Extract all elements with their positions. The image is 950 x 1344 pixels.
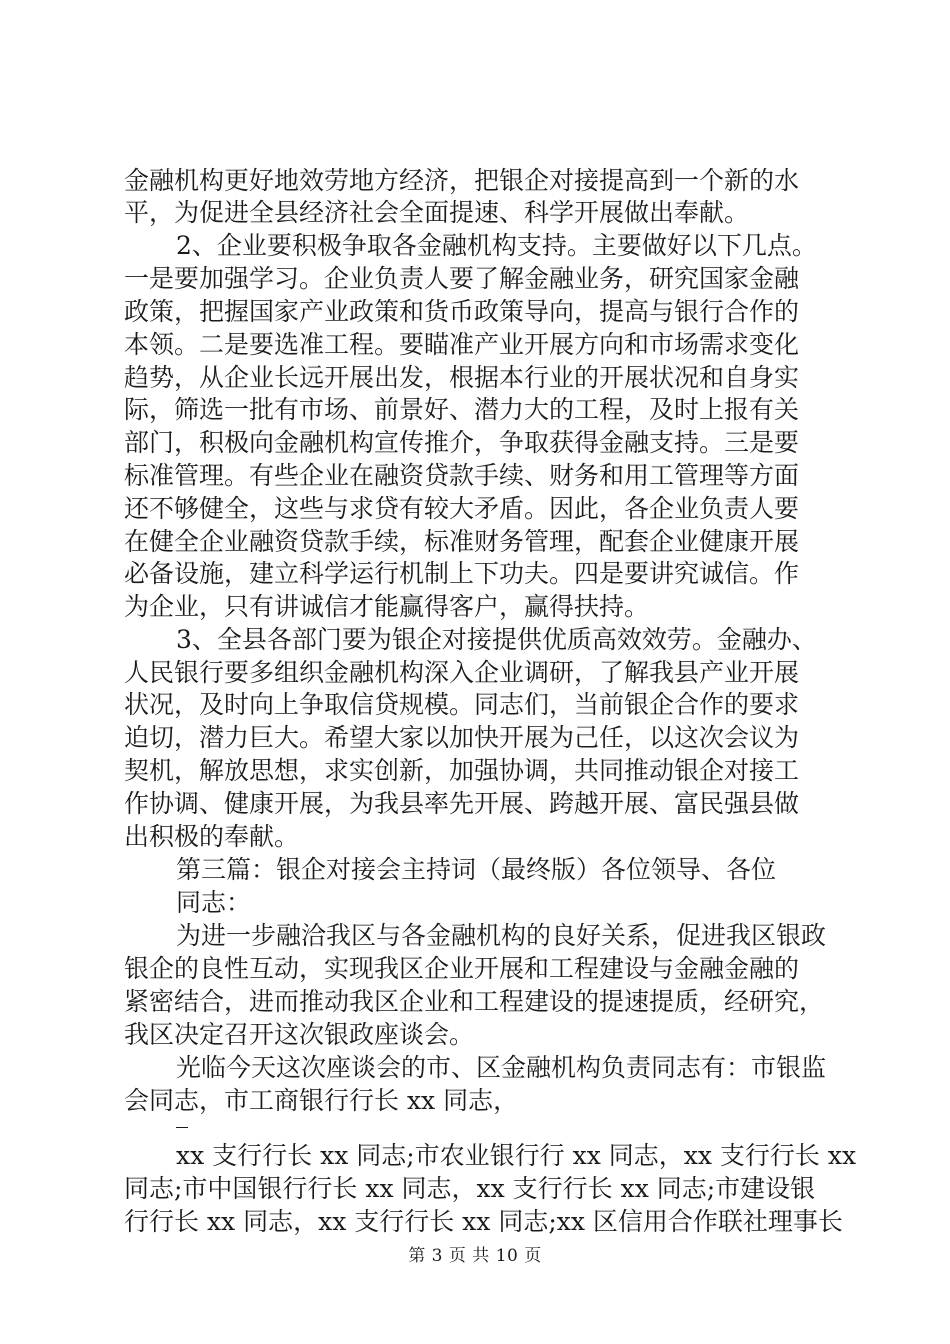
text-line: 状况，及时向上争取信贷规模。同志们，当前银企合作的要求: [124, 690, 800, 719]
page-footer: 第 3 页 共 10 页: [408, 1246, 542, 1266]
salutation: 同志：: [176, 888, 252, 917]
text-line: 必备设施，建立科学运行机制上下功夫。四是要讲究诚信。作: [124, 559, 800, 588]
separator-dash: [176, 1127, 188, 1128]
text-line: 在健全企业融资贷款手续，标准财务管理，配套企业健康开展: [124, 527, 800, 556]
text-line: 光临今天这次座谈会的市、区金融机构负责同志有：市银监: [176, 1053, 827, 1082]
text-line: 部门，积极向金融机构宣传推介，争取获得金融支持。三是要: [124, 428, 800, 457]
text-line: 作协调、健康开展，为我县率先开展、跨越开展、富民强县做: [124, 789, 800, 818]
text-line: 一是要加强学习。企业负责人要了解金融业务，研究国家金融: [124, 264, 800, 293]
text-line: 契机，解放思想，求实创新，加强协调，共同推动银企对接工: [124, 756, 800, 785]
text-line: 平，为促进全县经济社会全面提速、科学开展做出奉献。: [124, 198, 750, 227]
text-line: 为进一步融洽我区与各金融机构的良好关系，促进我区银政: [176, 921, 827, 950]
text-line: 际，筛选一批有市场、前景好、潜力大的工程，及时上报有关: [124, 395, 800, 424]
text-line: 2、企业要积极争取各金融机构支持。主要做好以下几点。: [176, 231, 817, 260]
text-line: 同志;市中国银行行长 xx 同志，xx 支行行长 xx 同志;市建设银: [124, 1174, 816, 1203]
text-line: 我区决定召开这次银政座谈会。: [124, 1020, 475, 1049]
text-line: 3、全县各部门要为银企对接提供优质高效效劳。金融办、: [176, 625, 817, 654]
text-line: 还不够健全，这些与求贷有较大矛盾。因此，各企业负责人要: [124, 494, 800, 523]
text-line: 本领。二是要选准工程。要瞄准产业开展方向和市场需求变化: [124, 330, 800, 359]
text-line: 标准管理。有些企业在融资贷款手续、财务和用工管理等方面: [124, 461, 800, 490]
text-line: 会同志，市工商银行行长 xx 同志，: [124, 1086, 519, 1115]
text-line: 为企业，只有讲诚信才能赢得客户，赢得扶持。: [124, 592, 650, 621]
text-line: 出积极的奉献。: [124, 822, 300, 851]
text-line: 紧密结合，进而推动我区企业和工程建设的提速提质，经研究，: [124, 987, 825, 1016]
text-line: 银企的良性互动，实现我区企业开展和工程建设与金融金融的: [124, 954, 800, 983]
text-line: xx 支行行长 xx 同志;市农业银行行 xx 同志，xx 支行行长 xx: [176, 1141, 857, 1170]
text-line: 政策，把握国家产业政策和货币政策导向，提高与银行合作的: [124, 297, 800, 326]
text-line: 趋势，从企业长远开展出发，根据本行业的开展状况和自身实: [124, 363, 800, 392]
text-line: 人民银行要多组织金融机构深入企业调研，了解我县产业开展: [124, 658, 800, 687]
section-heading: 第三篇：银企对接会主持词（最终版）各位领导、各位: [176, 855, 777, 884]
text-line: 行行长 xx 同志，xx 支行行长 xx 同志;xx 区信用合作联社理事长: [124, 1207, 843, 1236]
text-line: 金融机构更好地效劳地方经济，把银企对接提高到一个新的水: [124, 166, 800, 195]
text-line: 迫切，潜力巨大。希望大家以加快开展为己任，以这次会议为: [124, 723, 800, 752]
